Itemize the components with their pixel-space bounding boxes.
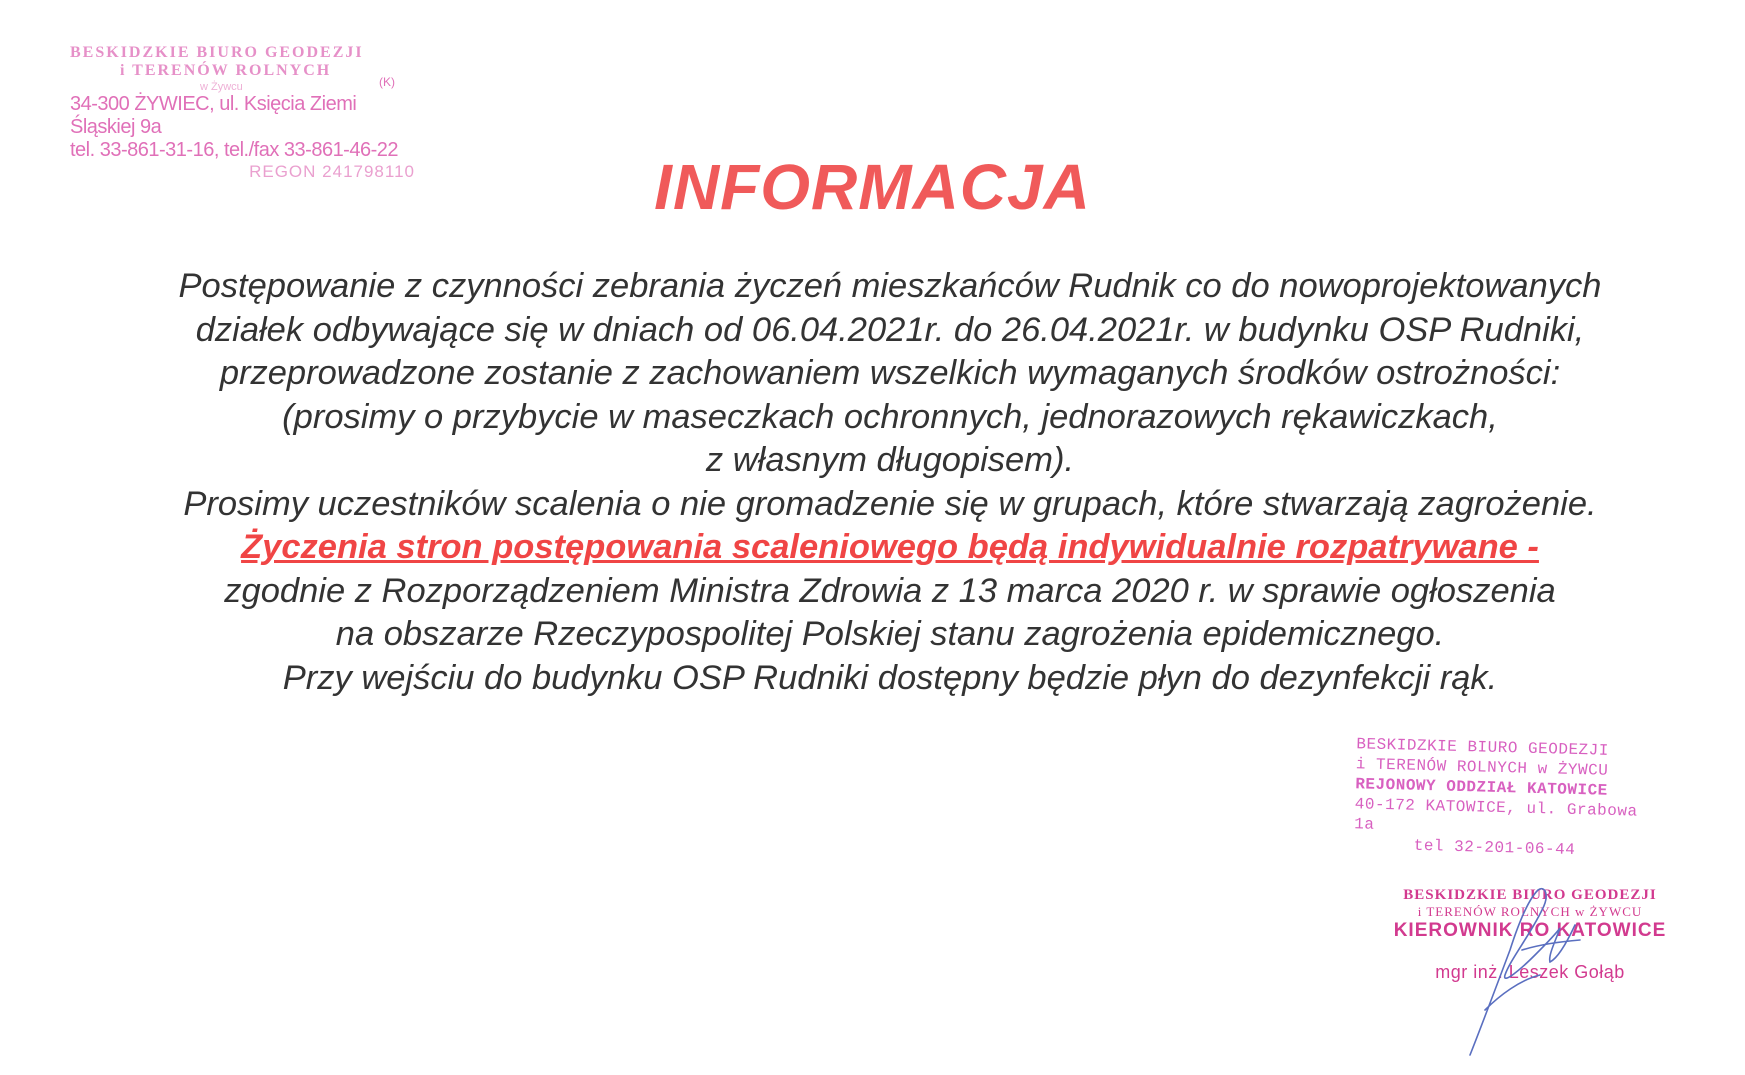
stamp-line-1: BESKIDZKIE BIURO GEODEZJI [70, 44, 364, 61]
body-line: przeprowadzone zostanie z zachowaniem wszelkich wymaganych środków ostrożności: [219, 354, 1561, 392]
stamp-tag: (K) [379, 75, 395, 89]
signature-stamp-line: i TERENÓW ROLNYCH w ŻYWCU [1417, 904, 1643, 919]
body-line: Postępowanie z czynności zebrania życzeń mieszkańców Rudnik co do nowoprojektowanych [178, 267, 1602, 305]
office-stamp-line: tel 32-201-06-44 [1413, 836, 1576, 859]
body-line: (prosimy o przybycie w maseczkach ochronnych, jednorazowych rękawiczkach, [282, 397, 1498, 436]
office-stamp [1353, 734, 1646, 862]
stamp-line-3: w Żywcu [200, 80, 243, 93]
body-line: działek odbywające się w dniach od 06.04.2021r. do 26.04.2021r. w budynku OSP Rudniki, [195, 310, 1585, 349]
body-line: na obszarze Rzeczypospolitej Polskiej stanu zagrożenia epidemicznego. [335, 615, 1445, 653]
office-stamp-line: BESKIDZKIE BIURO GEODEZJI [1356, 735, 1610, 760]
signatory-name: mgr inż. Leszek Gołąb [1435, 962, 1625, 982]
stamp-regon: REGON 241798110 [249, 162, 415, 182]
page-title: INFORMACJA [654, 151, 1091, 223]
body-line: z własnym długopisem). [705, 441, 1075, 479]
office-stamp-line: REJONOWY ODDZIAŁ KATOWICE [1355, 775, 1609, 800]
highlighted-notice: Życzenia stron postępowania scaleniowego będą indywidualnie rozpatrywane - [241, 528, 1539, 566]
stamp-address: 34-300 ŻYWIEC, ul. Księcia Ziemi Śląskiej 9a [70, 93, 357, 139]
stamp-phones: tel. 33-861-31-16, tel./fax 33-861-46-22 [70, 139, 398, 162]
body-line: zgodnie z Rozporządzeniem Ministra Zdrowia z 13 marca 2020 r. w sprawie ogłoszenia [224, 571, 1556, 610]
document-body [60, 265, 1720, 700]
body-line: Przy wejściu do budynku OSP Rudniki dostępny będzie płyn do dezynfekcji rąk. [282, 658, 1498, 697]
signature-stamp-line: KIEROWNIK RO KATOWICE [1393, 920, 1667, 941]
handwritten-signature [1410, 880, 1610, 1060]
office-stamp-line: i TERENÓW ROLNYCH w ŻYWCU [1355, 755, 1609, 780]
office-stamp-line: 40-172 KATOWICE, ul. Grabowa 1a [1354, 795, 1638, 834]
body-line: Prosimy uczestników scalenia o nie gromadzenie się w grupach, które stwarzają zagrożenie. [183, 484, 1597, 523]
stamp-line-2: i TERENÓW ROLNYCH [120, 62, 332, 80]
signature-stamp-line: BESKIDZKIE BIURO GEODEZJI [1403, 887, 1657, 903]
